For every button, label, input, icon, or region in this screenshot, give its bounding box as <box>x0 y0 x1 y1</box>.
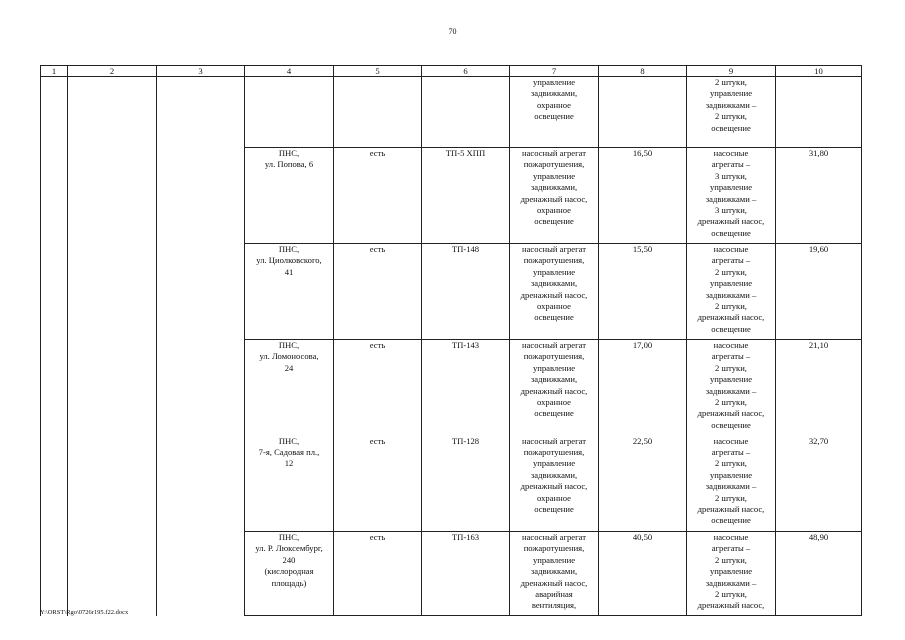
header-col-4: 4 <box>245 66 334 77</box>
cell-tp: ТП-163 <box>422 532 510 616</box>
equipment-table <box>40 65 862 616</box>
page-number: 70 <box>448 27 457 36</box>
cell-details: 2 штуки, управление задвижками – 2 штуки, освещение <box>687 77 776 148</box>
cell-object <box>245 77 334 148</box>
cell-equipment: насосный агрегат пожаротушения, управление задвижками, дренажный насос, охранное освещение <box>510 340 599 436</box>
cell-tp: ТП-5 ХПП <box>422 148 510 244</box>
cell-availability: есть <box>334 148 422 244</box>
cell-equipment: насосный агрегат пожаротушения, управление задвижками, дренажный насос, охранное освещение <box>510 244 599 340</box>
cell-availability <box>334 77 422 148</box>
cell-tp: ТП-143 <box>422 340 510 436</box>
header-col-7: 7 <box>510 66 599 77</box>
header-col-2: 2 <box>68 66 157 77</box>
cell-total: 32,70 <box>776 436 862 532</box>
cell-availability: есть <box>334 244 422 340</box>
cell-object: ПНС, 7-я, Садовая пл., 12 <box>245 436 334 532</box>
cell-tp <box>422 77 510 148</box>
cell-total: 48,90 <box>776 532 862 616</box>
table-row-continuation <box>41 77 862 148</box>
header-row <box>41 66 862 77</box>
cell-power: 22,50 <box>599 436 687 532</box>
cell-total <box>776 77 862 148</box>
footer-file-path: Y:\ORST\Rgo\0726r195.f22.docx <box>40 609 129 616</box>
cell-equipment: управление задвижками, охранное освещение <box>510 77 599 148</box>
cell-object: ПНС, ул. Циолковского, 41 <box>245 244 334 340</box>
header-col-8: 8 <box>599 66 687 77</box>
cell-availability: есть <box>334 532 422 616</box>
cell-details: насосные агрегаты – 2 штуки, управление задвижками – 2 штуки, дренажный насос, <box>687 532 776 616</box>
cell-details: насосные агрегаты – 2 штуки, управление задвижками – 2 штуки, дренажный насос, освещение <box>687 436 776 532</box>
cell-total: 21,10 <box>776 340 862 436</box>
cell-power: 16,50 <box>599 148 687 244</box>
cell-availability: есть <box>334 340 422 436</box>
cell-empty <box>41 77 68 616</box>
cell-details: насосные агрегаты – 2 штуки, управление задвижками – 2 штуки, дренажный насос, освещение <box>687 244 776 340</box>
header-col-1: 1 <box>41 66 68 77</box>
cell-power: 15,50 <box>599 244 687 340</box>
cell-empty <box>68 77 157 616</box>
cell-total: 19,60 <box>776 244 862 340</box>
cell-power: 40,50 <box>599 532 687 616</box>
cell-details: насосные агрегаты – 3 штуки, управление задвижками – 3 штуки, дренажный насос, освещение <box>687 148 776 244</box>
header-col-3: 3 <box>157 66 245 77</box>
cell-total: 31,80 <box>776 148 862 244</box>
header-col-5: 5 <box>334 66 422 77</box>
header-col-6: 6 <box>422 66 510 77</box>
cell-equipment: насосный агрегат пожаротушения, управление задвижками, дренажный насос, аварийная вентиляция, <box>510 532 599 616</box>
cell-equipment: насосный агрегат пожаротушения, управление задвижками, дренажный насос, охранное освещение <box>510 148 599 244</box>
cell-object: ПНС, ул. Попова, 6 <box>245 148 334 244</box>
cell-availability: есть <box>334 436 422 532</box>
cell-tp: ТП-128 <box>422 436 510 532</box>
cell-tp: ТП-148 <box>422 244 510 340</box>
cell-details: насосные агрегаты – 2 штуки, управление задвижками – 2 штуки, дренажный насос, освещение <box>687 340 776 436</box>
cell-object: ПНС, ул. Ломоносова, 24 <box>245 340 334 436</box>
header-col-10: 10 <box>776 66 862 77</box>
cell-power: 17,00 <box>599 340 687 436</box>
cell-power <box>599 77 687 148</box>
cell-object: ПНС, ул. Р. Люксембург, 240 (кислородная площадь) <box>245 532 334 616</box>
cell-empty <box>157 77 245 616</box>
cell-equipment: насосный агрегат пожаротушения, управление задвижками, дренажный насос, охранное освещение <box>510 436 599 532</box>
header-col-9: 9 <box>687 66 776 77</box>
